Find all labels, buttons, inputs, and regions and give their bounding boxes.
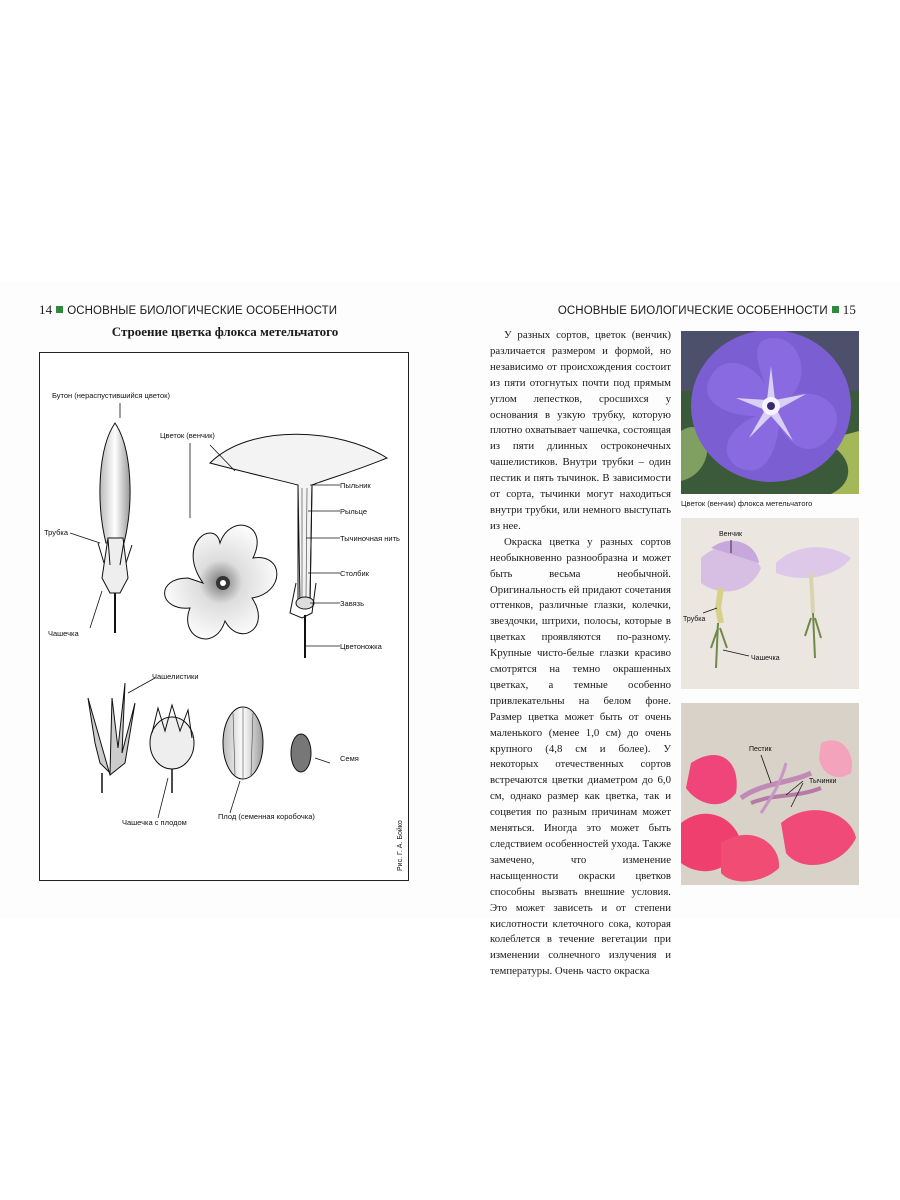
right-page-header bbox=[558, 302, 856, 318]
botanical-drawing bbox=[39, 352, 409, 881]
label-tube: Трубка bbox=[44, 528, 68, 537]
photo-phlox-flower bbox=[681, 331, 859, 494]
paragraph-1: У разных сортов, цветок (венчик) различается размером и формой, но независимо от происхождения состоит из пяти отогнутых почти под прямым углом лепестков, сросшихся у основания в узкую трубку, которую плотно охватывает чашечка, состоящая из пяти длинных остроконечных чашелистиков. Внутри трубки – один пестик и пять тычинок. В зависимости от сорта, тычинки могут находиться внутри трубки, или немного выступать из нее. bbox=[490, 329, 671, 532]
label-sepals: Чашелистики bbox=[152, 672, 199, 681]
photo-pistil-stamens bbox=[681, 703, 859, 885]
flower-structure-illustration bbox=[40, 353, 408, 880]
photo3-label-stamens: Тычинки bbox=[809, 778, 837, 785]
illustration-credit: Рис. Г. А. Бойко bbox=[397, 820, 404, 871]
left-running-title: ОСНОВНЫЕ БИОЛОГИЧЕСКИЕ ОСОБЕННОСТИ bbox=[67, 305, 338, 317]
body-text bbox=[490, 328, 671, 980]
label-corolla: Цветок (венчик) bbox=[160, 431, 215, 440]
photo2-label-calyx: Чашечка bbox=[751, 655, 780, 662]
calyx-drawing bbox=[88, 683, 135, 793]
label-anther: Пыльник bbox=[340, 481, 371, 490]
label-calyx-with-fruit: Чашечка с плодом bbox=[122, 818, 187, 827]
label-calyx: Чашечка bbox=[48, 629, 79, 638]
photo2-label-tube: Трубка bbox=[683, 616, 706, 623]
right-running-title: ОСНОВНЫЕ БИОЛОГИЧЕСКИЕ ОСОБЕННОСТИ bbox=[557, 305, 828, 317]
photo-flower-parts bbox=[681, 518, 859, 689]
left-page-number: 14 bbox=[39, 302, 53, 317]
seed-drawing bbox=[291, 734, 311, 772]
left-page-header bbox=[39, 302, 337, 318]
label-stigma: Рыльце bbox=[340, 507, 368, 516]
paragraph-2: Окраска цветка у разных сортов необыкновенно разнообразна и может быть весьма необычной. Оригинальность ей придают сочетания оттенков, различные глазки, колечки, звездочки, штрихи, полосы, которые в цветках проявляются по-разному. Крупные чисто-белые глазки красиво смотрятся на темно окрашенных цветках, а темные особенно привлекательны на белом фоне. Размер цветка может быть от очень маленького (менее 1,0 см) до очень крупного (4,8 см и более). У некоторых отечественных сортов встречаются цветки диаметром до 6,0 см, однако размер как цветка, так и соцветия по разным причинам может меняться. Иногда это может быть следствием особенностей ухода. Также замечено, что изменение насыщенности окраски цветков способны вызвать внешние условия. Это может зависеть и от степени кислотности клеточного сока, которая колеблется в течение вегетации при изменении солнечного излучения и температуры. Очень часто окраска bbox=[490, 535, 671, 978]
label-pedicel: Цветоножка bbox=[340, 642, 382, 651]
label-ovary: Завязь bbox=[340, 599, 365, 608]
calyx-with-fruit-drawing bbox=[150, 705, 194, 793]
label-filament: Тычиночная нить bbox=[340, 534, 400, 543]
label-style: Столбик bbox=[340, 569, 369, 578]
right-page-number: 15 bbox=[842, 302, 856, 317]
photo2-label-corolla: Венчик bbox=[719, 531, 743, 538]
figure-title: Строение цветка флокса метельчатого bbox=[111, 324, 339, 339]
label-seed: Семя bbox=[340, 754, 359, 763]
green-square-icon bbox=[832, 306, 839, 313]
bud-drawing bbox=[98, 423, 132, 633]
green-square-icon bbox=[56, 306, 63, 313]
flower-front-view bbox=[165, 525, 277, 639]
label-bud: Бутон (нераспустившийся цветок) bbox=[52, 391, 170, 400]
photo-caption: Цветок (венчик) флокса метельчатого bbox=[681, 499, 813, 508]
photo3-label-pistil: Пестик bbox=[749, 746, 772, 753]
label-fruit: Плод (семенная коробочка) bbox=[218, 812, 315, 821]
